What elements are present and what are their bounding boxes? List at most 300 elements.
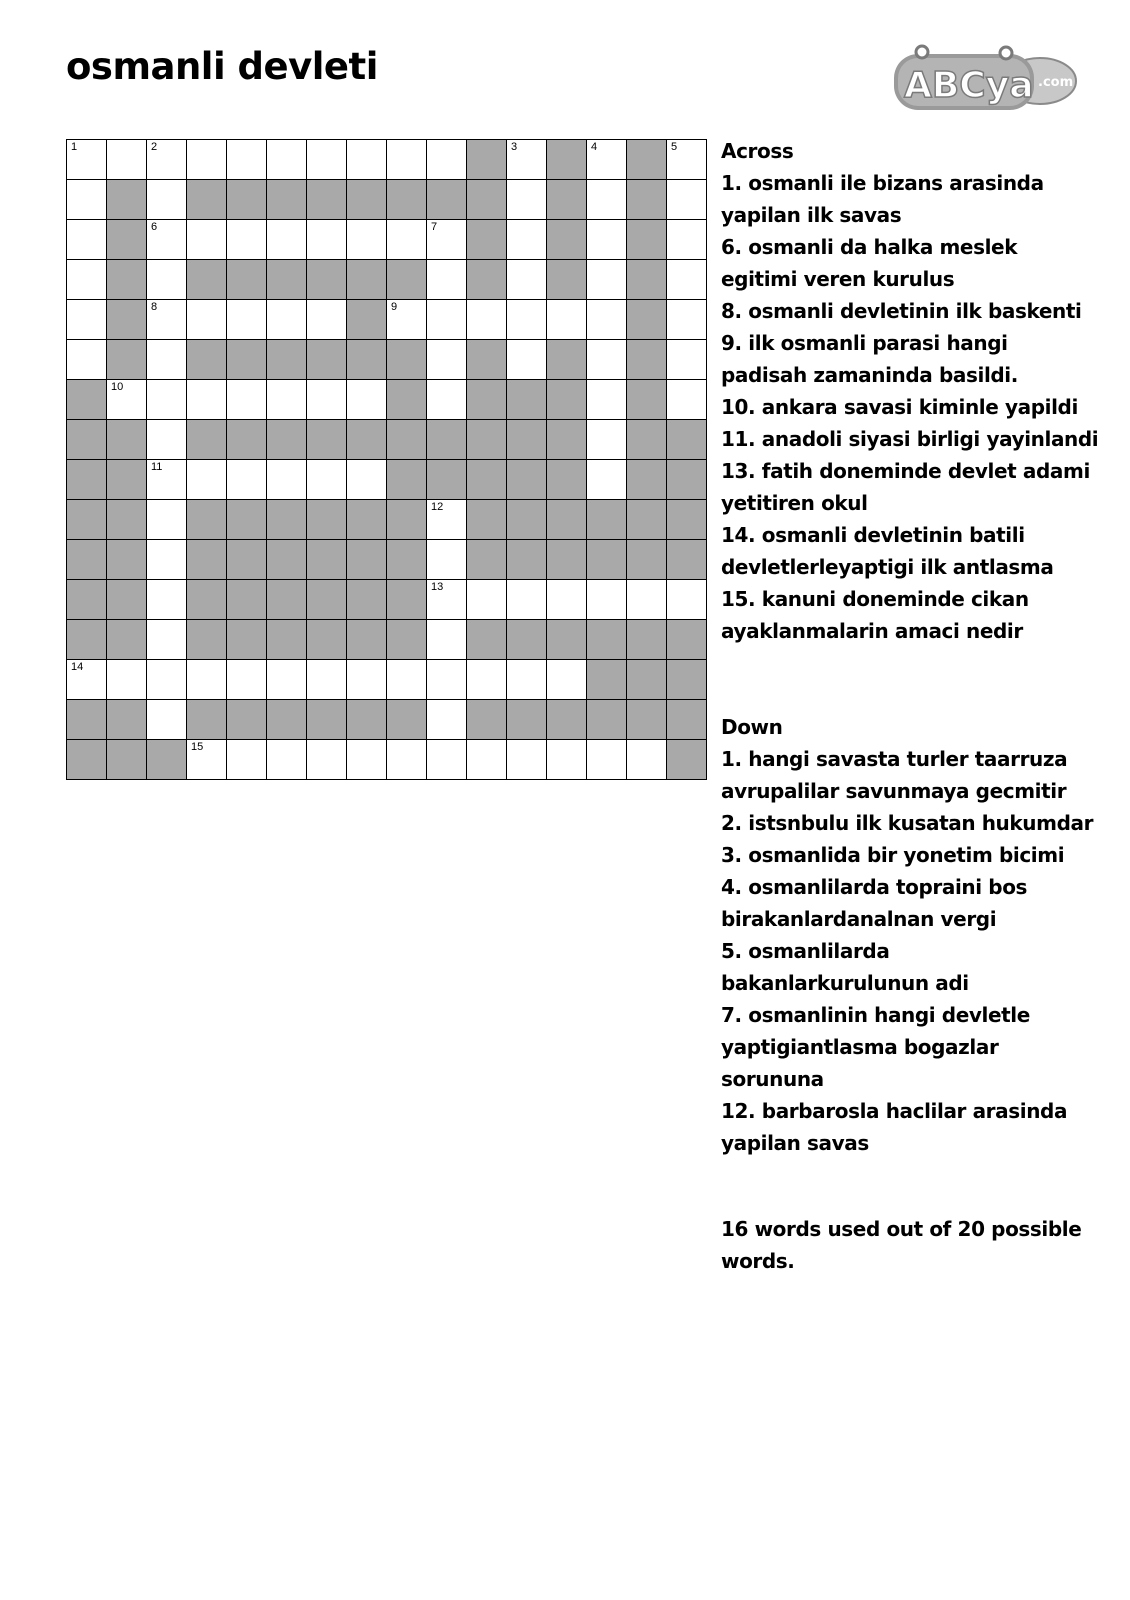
crossword-block	[387, 420, 427, 460]
crossword-cell[interactable]	[347, 220, 387, 260]
crossword-block	[187, 500, 227, 540]
crossword-cell[interactable]	[547, 580, 587, 620]
crossword-cell[interactable]	[307, 220, 347, 260]
crossword-block	[107, 500, 147, 540]
crossword-cell[interactable]	[227, 300, 267, 340]
crossword-cell[interactable]	[387, 660, 427, 700]
crossword-block	[547, 700, 587, 740]
clue-number: 8	[151, 301, 158, 313]
crossword-cell[interactable]	[627, 740, 667, 780]
crossword-cell[interactable]	[347, 460, 387, 500]
crossword-block	[547, 620, 587, 660]
crossword-block	[227, 700, 267, 740]
crossword-cell[interactable]	[347, 380, 387, 420]
crossword-cell[interactable]	[67, 140, 107, 180]
crossword-block	[387, 580, 427, 620]
summary-line: 16 words used out of 20 possible	[721, 1217, 1082, 1241]
crossword-cell[interactable]	[147, 700, 187, 740]
crossword-cell[interactable]	[467, 660, 507, 700]
across-clue-list	[721, 167, 1121, 647]
crossword-block	[67, 620, 107, 660]
across-clue-line: 10. ankara savasi kiminle yapildi	[721, 395, 1078, 419]
crossword-block	[627, 180, 667, 220]
crossword-block	[107, 420, 147, 460]
crossword-cell[interactable]	[387, 300, 427, 340]
crossword-cell[interactable]	[187, 380, 227, 420]
crossword-block	[587, 500, 627, 540]
clue-number: 3	[511, 141, 518, 153]
crossword-cell[interactable]	[227, 380, 267, 420]
down-clue-line: sorununa	[721, 1067, 824, 1091]
crossword-block	[507, 460, 547, 500]
crossword-cell[interactable]	[347, 740, 387, 780]
crossword-block	[387, 500, 427, 540]
crossword-block	[347, 500, 387, 540]
down-clue-line: 12. barbarosla haclilar arasinda	[721, 1099, 1068, 1123]
crossword-cell[interactable]	[387, 220, 427, 260]
crossword-cell[interactable]	[67, 660, 107, 700]
crossword-block	[107, 220, 147, 260]
crossword-block	[307, 700, 347, 740]
crossword-block	[107, 620, 147, 660]
crossword-block	[107, 580, 147, 620]
crossword-cell[interactable]	[627, 580, 667, 620]
crossword-block	[107, 340, 147, 380]
crossword-block	[667, 620, 707, 660]
crossword-block	[427, 460, 467, 500]
crossword-block	[107, 700, 147, 740]
crossword-block	[387, 540, 427, 580]
crossword-block	[227, 180, 267, 220]
clue-number: 11	[151, 461, 163, 473]
crossword-cell[interactable]	[587, 220, 627, 260]
crossword-block	[267, 580, 307, 620]
crossword-block	[627, 660, 667, 700]
across-clue-line: 1. osmanli ile bizans arasinda	[721, 171, 1044, 195]
crossword-block	[387, 700, 427, 740]
page-title: osmanli devleti	[66, 45, 378, 88]
crossword-block	[267, 260, 307, 300]
crossword-cell[interactable]	[427, 540, 467, 580]
down-clue-line: 7. osmanlinin hangi devletle	[721, 1003, 1030, 1027]
down-clue-line: 4. osmanlilarda topraini bos	[721, 875, 1028, 899]
crossword-cell[interactable]	[427, 260, 467, 300]
abcya-logo	[890, 42, 1090, 118]
across-clue-line: 13. fatih doneminde devlet adami	[721, 459, 1090, 483]
crossword-block	[307, 620, 347, 660]
crossword-cell[interactable]	[147, 140, 187, 180]
across-clue-line: 11. anadoli siyasi birligi yayinlandi	[721, 427, 1099, 451]
crossword-cell[interactable]	[107, 380, 147, 420]
crossword-cell[interactable]	[507, 740, 547, 780]
crossword-cell[interactable]	[387, 740, 427, 780]
crossword-cell[interactable]	[347, 660, 387, 700]
crossword-block	[627, 300, 667, 340]
crossword-block	[307, 540, 347, 580]
crossword-block	[227, 540, 267, 580]
crossword-block	[307, 180, 347, 220]
crossword-block	[227, 620, 267, 660]
crossword-block	[627, 140, 667, 180]
crossword-block	[467, 500, 507, 540]
crossword-cell[interactable]	[187, 140, 227, 180]
across-clue-line: egitimi veren kurulus	[721, 267, 955, 291]
crossword-block	[347, 300, 387, 340]
crossword-block	[67, 500, 107, 540]
crossword-block	[667, 660, 707, 700]
crossword-block	[467, 220, 507, 260]
crossword-cell[interactable]	[427, 500, 467, 540]
crossword-block	[627, 220, 667, 260]
crossword-block	[387, 340, 427, 380]
crossword-block	[267, 420, 307, 460]
crossword-cell[interactable]	[667, 260, 707, 300]
crossword-block	[67, 380, 107, 420]
crossword-block	[467, 260, 507, 300]
crossword-cell[interactable]	[267, 460, 307, 500]
crossword-block	[307, 260, 347, 300]
crossword-block	[547, 340, 587, 380]
crossword-block	[627, 340, 667, 380]
crossword-block	[667, 500, 707, 540]
crossword-block	[587, 540, 627, 580]
crossword-block	[467, 340, 507, 380]
crossword-block	[547, 140, 587, 180]
crossword-block	[347, 580, 387, 620]
across-clue-line: yetitiren okul	[721, 491, 868, 515]
crossword-block	[547, 260, 587, 300]
crossword-cell[interactable]	[67, 340, 107, 380]
crossword-cell[interactable]	[147, 660, 187, 700]
crossword-cell[interactable]	[587, 260, 627, 300]
crossword-cell[interactable]	[427, 300, 467, 340]
crossword-block	[67, 700, 107, 740]
crossword-cell[interactable]	[427, 620, 467, 660]
crossword-block	[467, 140, 507, 180]
crossword-block	[667, 540, 707, 580]
crossword-block	[307, 340, 347, 380]
crossword-block	[187, 540, 227, 580]
crossword-block	[67, 460, 107, 500]
crossword-cell[interactable]	[587, 300, 627, 340]
crossword-block	[307, 420, 347, 460]
crossword-block	[347, 340, 387, 380]
crossword-block	[467, 380, 507, 420]
crossword-cell[interactable]	[147, 340, 187, 380]
crossword-cell[interactable]	[147, 380, 187, 420]
crossword-cell[interactable]	[387, 140, 427, 180]
crossword-cell[interactable]	[187, 460, 227, 500]
crossword-cell[interactable]	[587, 460, 627, 500]
crossword-cell[interactable]	[267, 660, 307, 700]
crossword-cell[interactable]	[667, 300, 707, 340]
crossword-cell[interactable]	[227, 460, 267, 500]
crossword-cell[interactable]	[667, 580, 707, 620]
crossword-block	[67, 740, 107, 780]
crossword-cell[interactable]	[587, 580, 627, 620]
crossword-block	[107, 180, 147, 220]
crossword-block	[227, 420, 267, 460]
clue-number: 13	[431, 581, 444, 593]
spacer	[721, 647, 1121, 711]
crossword-block	[547, 540, 587, 580]
crossword-block	[587, 660, 627, 700]
crossword-cell[interactable]	[107, 140, 147, 180]
crossword-cell[interactable]	[507, 260, 547, 300]
crossword-block	[667, 700, 707, 740]
crossword-cell[interactable]	[427, 660, 467, 700]
clue-number: 12	[431, 501, 444, 513]
down-clue-line: 2. istsnbulu ilk kusatan hukumdar	[721, 811, 1094, 835]
crossword-block	[267, 540, 307, 580]
crossword-block	[667, 460, 707, 500]
crossword-cell[interactable]	[187, 740, 227, 780]
crossword-cell[interactable]	[187, 300, 227, 340]
crossword-block	[467, 420, 507, 460]
crossword-cell[interactable]	[667, 180, 707, 220]
across-clue-line: padisah zamaninda basildi.	[721, 363, 1018, 387]
across-clue-line: ayaklanmalarin amaci nedir	[721, 619, 1023, 643]
crossword-block	[507, 380, 547, 420]
crossword-cell[interactable]	[667, 140, 707, 180]
crossword-block	[627, 620, 667, 660]
across-clue-line: 15. kanuni doneminde cikan	[721, 587, 1029, 611]
crossword-cell[interactable]	[227, 660, 267, 700]
crossword-block	[347, 180, 387, 220]
crossword-block	[307, 500, 347, 540]
crossword-block	[427, 420, 467, 460]
crossword-cell[interactable]	[667, 380, 707, 420]
crossword-cell[interactable]	[667, 340, 707, 380]
logo-suffix: .com	[1038, 75, 1074, 90]
crossword-cell[interactable]	[147, 540, 187, 580]
crossword-cell[interactable]	[667, 220, 707, 260]
crossword-cell[interactable]	[427, 220, 467, 260]
crossword-cell[interactable]	[587, 420, 627, 460]
crossword-cell[interactable]	[427, 580, 467, 620]
crossword-cell[interactable]	[307, 460, 347, 500]
crossword-cell[interactable]	[147, 180, 187, 220]
crossword-cell[interactable]	[587, 180, 627, 220]
crossword-block	[187, 260, 227, 300]
down-clue-line: avrupalilar savunmaya gecmitir	[721, 779, 1067, 803]
crossword-cell[interactable]	[427, 140, 467, 180]
crossword-cell[interactable]	[267, 740, 307, 780]
crossword-block	[267, 700, 307, 740]
crossword-block	[467, 540, 507, 580]
across-heading: Across	[721, 139, 794, 163]
crossword-block	[67, 420, 107, 460]
crossword-block	[587, 620, 627, 660]
crossword-block	[67, 580, 107, 620]
crossword-cell[interactable]	[187, 220, 227, 260]
crossword-cell[interactable]	[507, 220, 547, 260]
crossword-cell[interactable]	[507, 660, 547, 700]
crossword-block	[227, 260, 267, 300]
down-clue-line: 1. hangi savasta turler taarruza	[721, 747, 1068, 771]
crossword-block	[387, 380, 427, 420]
crossword-block	[227, 580, 267, 620]
clue-number: 6	[151, 221, 158, 233]
crossword-block	[347, 620, 387, 660]
crossword-cell[interactable]	[587, 340, 627, 380]
clue-number: 2	[151, 141, 158, 153]
crossword-block	[467, 620, 507, 660]
crossword-cell[interactable]	[547, 660, 587, 700]
crossword-cell[interactable]	[467, 740, 507, 780]
crossword-cell[interactable]	[507, 140, 547, 180]
crossword-block	[227, 340, 267, 380]
crossword-block	[347, 420, 387, 460]
crossword-block	[547, 500, 587, 540]
crossword-cell[interactable]	[307, 380, 347, 420]
crossword-block	[627, 700, 667, 740]
crossword-cell[interactable]	[147, 220, 187, 260]
crossword-cell[interactable]	[467, 580, 507, 620]
crossword-block	[347, 540, 387, 580]
crossword-block	[507, 700, 547, 740]
crossword-cell[interactable]	[267, 140, 307, 180]
down-clue-line: birakanlardanalnan vergi	[721, 907, 997, 931]
crossword-cell[interactable]	[507, 180, 547, 220]
crossword-block	[107, 260, 147, 300]
crossword-cell[interactable]	[507, 580, 547, 620]
crossword-block	[387, 620, 427, 660]
across-clue-line: yapilan ilk savas	[721, 203, 902, 227]
crossword-cell[interactable]	[67, 180, 107, 220]
word-count-summary	[721, 1213, 1121, 1277]
crossword-block	[107, 740, 147, 780]
crossword-grid	[66, 139, 707, 780]
crossword-cell[interactable]	[147, 580, 187, 620]
crossword-block	[467, 180, 507, 220]
crossword-block	[427, 180, 467, 220]
crossword-cell[interactable]	[147, 460, 187, 500]
crossword-block	[347, 700, 387, 740]
across-clue-line: 6. osmanli da halka meslek	[721, 235, 1018, 259]
crossword-cell[interactable]	[587, 140, 627, 180]
crossword-block	[627, 420, 667, 460]
crossword-block	[147, 740, 187, 780]
crossword-block	[187, 420, 227, 460]
crossword-block	[627, 500, 667, 540]
crossword-block	[547, 460, 587, 500]
crossword-cell[interactable]	[67, 220, 107, 260]
crossword-cell[interactable]	[67, 300, 107, 340]
crossword-block	[187, 620, 227, 660]
crossword-cell[interactable]	[467, 300, 507, 340]
crossword-cell[interactable]	[147, 620, 187, 660]
crossword-block	[547, 180, 587, 220]
down-clue-line: yapilan savas	[721, 1131, 869, 1155]
crossword-block	[267, 500, 307, 540]
crossword-cell[interactable]	[547, 300, 587, 340]
crossword-block	[467, 700, 507, 740]
clue-number: 9	[391, 301, 398, 313]
crossword-block	[187, 700, 227, 740]
crossword-block	[387, 180, 427, 220]
crossword-block	[507, 540, 547, 580]
crossword-block	[627, 460, 667, 500]
crossword-cell[interactable]	[187, 660, 227, 700]
crossword-block	[187, 180, 227, 220]
crossword-block	[267, 620, 307, 660]
crossword-cell[interactable]	[147, 260, 187, 300]
crossword-cell[interactable]	[547, 740, 587, 780]
down-heading: Down	[721, 715, 783, 739]
down-clue-list	[721, 743, 1121, 1159]
crossword-cell[interactable]	[227, 140, 267, 180]
crossword-block	[507, 420, 547, 460]
down-clue-line: 5. osmanlilarda	[721, 939, 890, 963]
crossword-cell[interactable]	[307, 740, 347, 780]
crossword-cell[interactable]	[107, 660, 147, 700]
crossword-block	[467, 460, 507, 500]
crossword-cell[interactable]	[147, 500, 187, 540]
logo-text: ABCya	[904, 65, 1034, 106]
crossword-block	[507, 620, 547, 660]
crossword-cell[interactable]	[427, 380, 467, 420]
crossword-cell[interactable]	[307, 140, 347, 180]
crossword-cell[interactable]	[227, 220, 267, 260]
crossword-block	[67, 540, 107, 580]
crossword-block	[667, 420, 707, 460]
down-clue-line: yaptigiantlasma bogazlar	[721, 1035, 999, 1059]
clue-number: 10	[111, 381, 124, 393]
crossword-cell[interactable]	[587, 380, 627, 420]
down-clue-line: 3. osmanlida bir yonetim bicimi	[721, 843, 1065, 867]
clue-number: 7	[431, 221, 438, 233]
crossword-cell[interactable]	[307, 660, 347, 700]
crossword-cell[interactable]	[307, 300, 347, 340]
clue-number: 15	[191, 741, 204, 753]
crossword-block	[547, 420, 587, 460]
down-clue-line: bakanlarkurulunun adi	[721, 971, 969, 995]
crossword-cell[interactable]	[427, 740, 467, 780]
clues-panel	[721, 135, 1121, 1159]
crossword-block	[507, 500, 547, 540]
across-clue-line: devletlerleyaptigi ilk antlasma	[721, 555, 1054, 579]
clue-number: 1	[71, 141, 78, 153]
crossword-block	[627, 380, 667, 420]
crossword-block	[347, 260, 387, 300]
crossword-cell[interactable]	[147, 420, 187, 460]
crossword-cell[interactable]	[267, 300, 307, 340]
clue-number: 14	[71, 661, 84, 673]
clue-number: 4	[591, 141, 598, 153]
crossword-block	[187, 580, 227, 620]
across-clue-line: 14. osmanli devletinin batili	[721, 523, 1025, 547]
crossword-block	[267, 340, 307, 380]
crossword-block	[187, 340, 227, 380]
crossword-cell[interactable]	[507, 340, 547, 380]
crossword-cell[interactable]	[347, 140, 387, 180]
crossword-cell[interactable]	[427, 700, 467, 740]
crossword-cell[interactable]	[267, 220, 307, 260]
crossword-cell[interactable]	[147, 300, 187, 340]
crossword-cell[interactable]	[267, 380, 307, 420]
crossword-block	[627, 260, 667, 300]
across-clue-line: 9. ilk osmanli parasi hangi	[721, 331, 1008, 355]
crossword-cell[interactable]	[227, 740, 267, 780]
crossword-cell[interactable]	[427, 340, 467, 380]
crossword-block	[107, 460, 147, 500]
crossword-cell[interactable]	[507, 300, 547, 340]
crossword-block	[267, 180, 307, 220]
crossword-cell[interactable]	[67, 260, 107, 300]
crossword-cell[interactable]	[587, 740, 627, 780]
crossword-block	[547, 220, 587, 260]
